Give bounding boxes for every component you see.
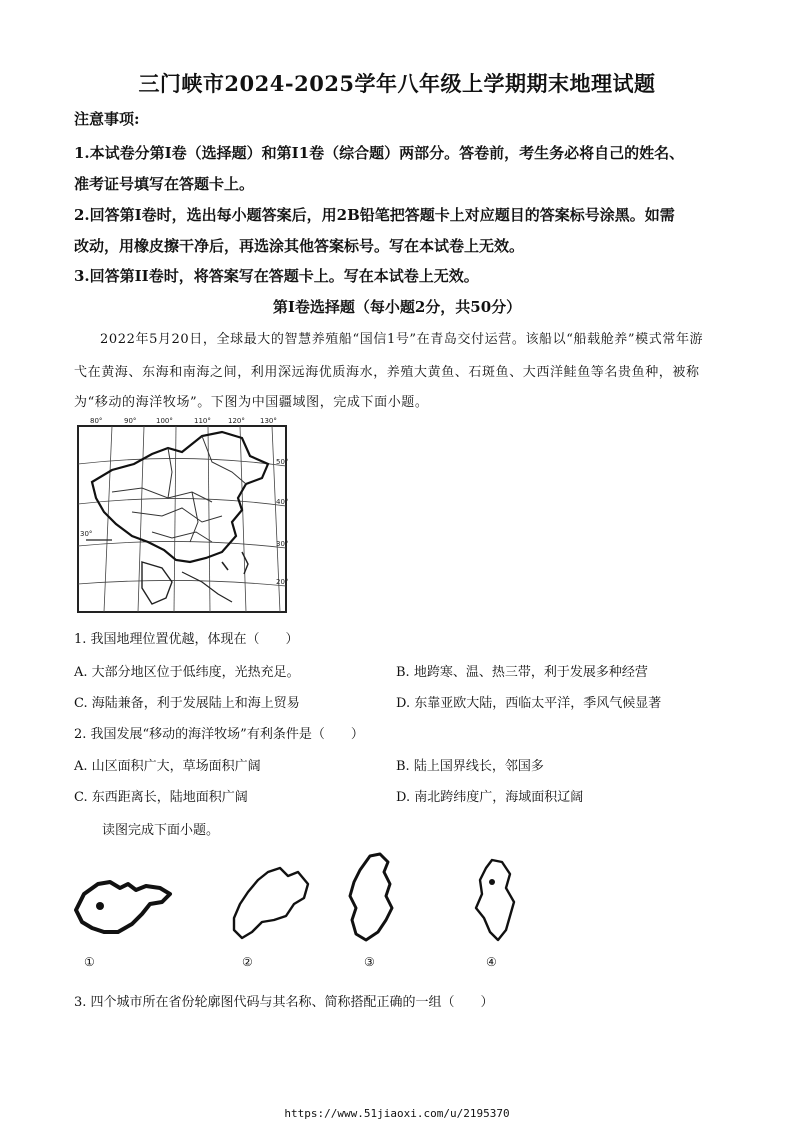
question-1-stem: 1. 我国地理位置优越，体现在（ ） — [74, 632, 299, 647]
question-2-option-a[interactable]: A. 山区面积广大，草场面积广阔 — [74, 759, 261, 774]
footer-link[interactable]: https://www.51jiaoxi.com/u/2195370 — [284, 1107, 510, 1120]
province-label-2: ② — [242, 955, 253, 969]
notice-heading: 注意事项: — [74, 110, 140, 128]
province-outline-2 — [224, 858, 324, 948]
map-label-lon-110: 110° — [194, 417, 211, 425]
question-2-option-d[interactable]: D. 南北跨纬度广，海域面积辽阔 — [396, 790, 584, 805]
map-label-left-30: 30° — [80, 530, 93, 538]
question-1-option-b[interactable]: B. 地跨寒、温、热三带，利于发展多种经营 — [396, 665, 648, 680]
passage-line-2: 弋在黄海、东海和南海之间，利用深远海优质海水，养殖大黄鱼、石斑鱼、大西洋鲑鱼等名贵鱼种，被称 — [74, 365, 700, 380]
province-outline-4 — [462, 850, 532, 950]
notice-line-3: 2.回答第I卷时，选出每小题答案后，用2B铅笔把答题卡上对应题目的答案标号涂黑。如需 — [74, 206, 675, 224]
map-label-lat-30: 30° — [276, 540, 289, 548]
notice-line-2: 准考证号填写在答题卡上。 — [74, 175, 255, 193]
read-prompt: 读图完成下面小题。 — [102, 823, 220, 838]
map-label-lon-80: 80° — [90, 417, 103, 425]
province-outline-3 — [340, 848, 410, 948]
question-1-option-d[interactable]: D. 东靠亚欧大陆，西临太平洋，季风气候显著 — [396, 696, 662, 711]
map-label-lon-120: 120° — [228, 417, 245, 425]
china-territory-map — [72, 412, 292, 614]
map-label-lon-90: 90° — [124, 417, 137, 425]
map-label-lat-20: 20° — [276, 578, 289, 586]
notice-line-1: 1.本试卷分第I卷（选择题）和第I1卷（综合题）两部分。答卷前，考生务必将自己的姓名、 — [74, 144, 685, 162]
province-label-1: ① — [84, 955, 95, 969]
province-label-4: ④ — [486, 955, 497, 969]
passage-line-1: 2022年5月20日，全球最大的智慧养殖船“国信1号”在青岛交付运营。该船以“船载舱养”模式常年游 — [100, 332, 704, 347]
notice-line-5: 3.回答第II卷时，将答案写在答题卡上。写在本试卷上无效。 — [74, 267, 479, 285]
map-label-lat-40: 40° — [276, 498, 289, 506]
question-3-stem: 3. 四个城市所在省份轮廓图代码与其名称、简称搭配正确的一组（ ） — [74, 995, 494, 1010]
notice-line-4: 改动，用橡皮擦干净后，再选涂其他答案标号。写在本试卷上无效。 — [74, 237, 525, 255]
question-2-stem: 2. 我国发展“移动的海洋牧场”有利条件是（ ） — [74, 727, 364, 742]
question-1-option-c[interactable]: C. 海陆兼备，利于发展陆上和海上贸易 — [74, 696, 300, 711]
question-2-option-c[interactable]: C. 东西距离长，陆地面积广阔 — [74, 790, 248, 805]
question-2-option-b[interactable]: B. 陆上国界线长，邻国多 — [396, 759, 544, 774]
section-title: 第I卷选择题（每小题2分，共50分） — [272, 298, 522, 316]
province-outline-1 — [70, 870, 180, 940]
map-label-lat-50: 50° — [276, 458, 289, 466]
question-1-option-a[interactable]: A. 大部分地区位于低纬度，光热充足。 — [74, 665, 300, 680]
page-title: 三门峡市2024-2025学年八年级上学期期末地理试题 — [138, 71, 656, 96]
map-label-lon-130: 130° — [260, 417, 277, 425]
passage-line-3: 为“移动的海洋牧场”。下图为中国疆域图，完成下面小题。 — [74, 395, 429, 410]
map-label-lon-100: 100° — [156, 417, 173, 425]
province-label-3: ③ — [364, 955, 375, 969]
